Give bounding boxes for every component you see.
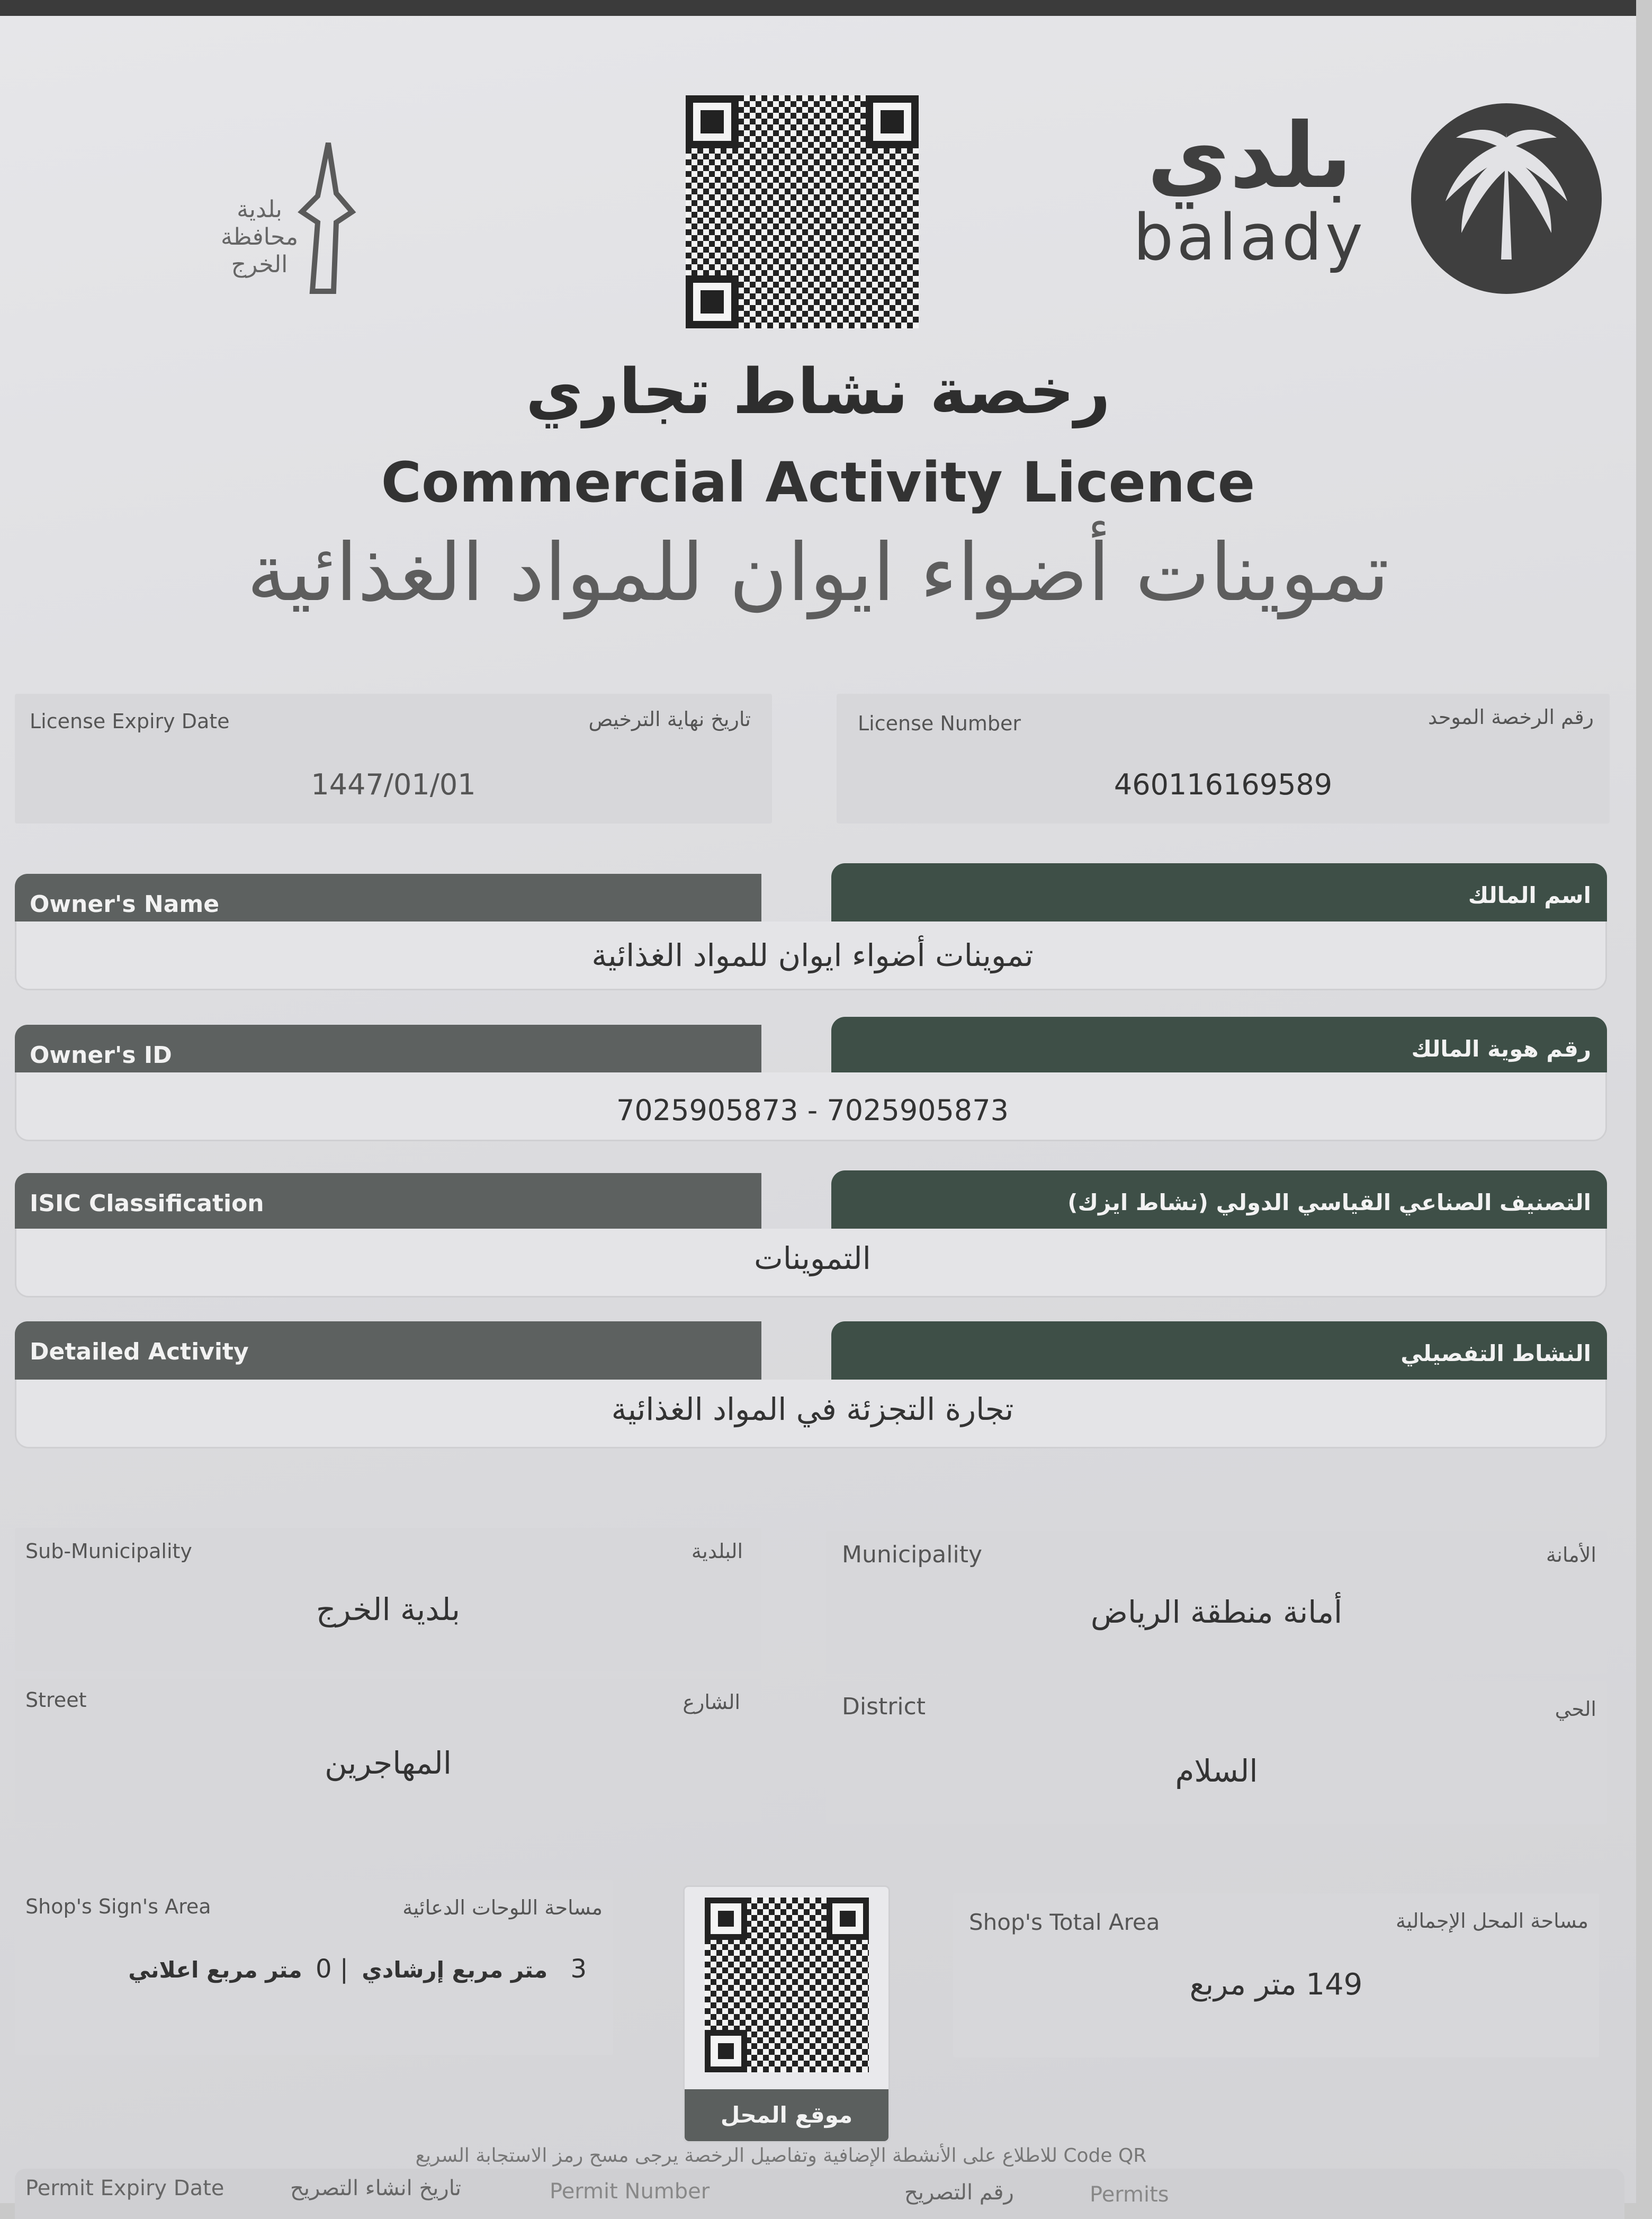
owner-id-value: 7025905873 - 7025905873: [616, 1094, 1009, 1127]
total-area-label-en: Shop's Total Area: [969, 1909, 1160, 1935]
owner-name-header-ar: اسم المالك: [831, 863, 1607, 921]
municipality-label-ar: الأمانة: [1546, 1543, 1596, 1567]
location-qr-label: موقع المحل: [685, 2089, 888, 2141]
owner-name-value-box: [15, 921, 1607, 990]
owner-id-header-ar: رقم هوية المالك: [831, 1017, 1607, 1075]
palm-emblem-icon: [1403, 101, 1610, 297]
total-area-label-ar: مساحة المحل الإجمالية: [1396, 1909, 1588, 1932]
isic-header-en: ISIC Classification: [15, 1173, 761, 1231]
owner-id-header-en: Owner's ID: [15, 1025, 761, 1083]
municipality-value: أمانة منطقة الرياض: [1090, 1594, 1343, 1630]
brand-english: balady: [1133, 201, 1366, 275]
total-area-box: [953, 1893, 1599, 2057]
sub-municipality-label-ar: البلدية: [691, 1540, 743, 1563]
license-expiry-label-ar: تاريخ نهاية الترخيص: [588, 708, 751, 731]
isic-header-ar: التصنيف الصناعي القياسي الدولي (نشاط ايزك): [831, 1170, 1607, 1229]
district-label-ar: الحي: [1555, 1697, 1596, 1721]
sub-municipality-box: [15, 1528, 761, 1671]
municipality-label-en: Municipality: [842, 1541, 983, 1568]
location-qr-code: [705, 1898, 869, 2072]
permit-number-label-en: Permit Number: [550, 2179, 710, 2204]
total-area-value: 149 متر مربع: [1189, 1967, 1363, 2002]
title-english: Commercial Activity Licence: [381, 450, 1255, 515]
street-label-ar: الشارع: [683, 1690, 740, 1714]
footer-permit-strip: [15, 2169, 1624, 2219]
license-number-label-en: License Number: [858, 712, 1021, 735]
detailed-activity-value-box: [15, 1380, 1607, 1448]
street-value: المهاجرين: [325, 1745, 452, 1781]
location-qr-card: [683, 1885, 890, 2143]
permits-label: Permits: [1090, 2182, 1169, 2207]
sign-area-unit-2: متر مربع اعلاني: [128, 1957, 302, 1983]
muni-logo-line: الخرج: [231, 251, 288, 278]
owner-name-header-en: Owner's Name: [15, 874, 761, 932]
license-number-box: [837, 694, 1610, 824]
district-label-en: District: [842, 1693, 926, 1720]
permit-start-label: تاريخ انشاء التصريح: [290, 2176, 462, 2200]
owner-name-value: تموينات أضواء ايوان للمواد الغذائية: [591, 937, 1034, 973]
street-label-en: Street: [25, 1688, 87, 1712]
isic-value: التموينات: [754, 1240, 871, 1276]
sign-area-unit-1: متر مربع إرشادي: [362, 1957, 548, 1983]
sub-municipality-label-en: Sub-Municipality: [25, 1540, 192, 1563]
district-value: السلام: [1175, 1753, 1258, 1789]
sign-area-box: [15, 1880, 613, 2055]
license-expiry-value: 1447/01/01: [311, 768, 476, 801]
municipality-box: [826, 1531, 1607, 1674]
owner-id-value-box: [15, 1072, 1607, 1141]
license-qr-code: [686, 95, 919, 328]
detailed-activity-value: تجارة التجزئة في المواد الغذائية: [611, 1391, 1014, 1427]
muni-logo-line: محافظة: [220, 223, 299, 250]
sign-area-value-1: 3: [570, 1954, 587, 1984]
footer-note: Code QR للاطلاع على الأنشطة الإضافية وتفاصيل الرخصة يرجى مسح رمز الاستجابة السريع: [415, 2145, 1147, 2167]
license-expiry-box: [15, 694, 772, 824]
isic-value-box: [15, 1229, 1607, 1298]
brand-arabic: بلدي: [1147, 104, 1352, 209]
sign-area-label-en: Shop's Sign's Area: [25, 1895, 211, 1918]
muni-logo-line: بلدية: [237, 196, 282, 223]
detailed-activity-header-en: Detailed Activity: [15, 1321, 761, 1380]
license-number-label-ar: رقم الرخصة الموحد: [1427, 705, 1594, 729]
sub-municipality-value: بلدية الخرج: [316, 1591, 461, 1627]
district-box: [826, 1681, 1607, 1824]
street-box: [15, 1679, 761, 1822]
balady-logo: [1112, 101, 1620, 302]
sign-area-sep: | 0: [315, 1954, 348, 1984]
sign-area-values: [36, 1954, 587, 1984]
permit-expiry-label: Permit Expiry Date: [25, 2176, 225, 2200]
sign-area-label-ar: مساحة اللوحات الدعائية: [402, 1896, 603, 1919]
permit-number-label-ar: رقم التصريح: [904, 2180, 1014, 2205]
license-number-value: 460116169589: [1114, 768, 1333, 801]
title-arabic: رخصة نشاط تجاري: [526, 355, 1110, 428]
license-expiry-label-en: License Expiry Date: [30, 710, 230, 733]
detailed-activity-header-ar: النشاط التفصيلي: [831, 1321, 1607, 1380]
shop-name-title: تموينات أضواء ايوان للمواد الغذائية: [247, 527, 1389, 619]
municipality-logo: [191, 132, 381, 307]
